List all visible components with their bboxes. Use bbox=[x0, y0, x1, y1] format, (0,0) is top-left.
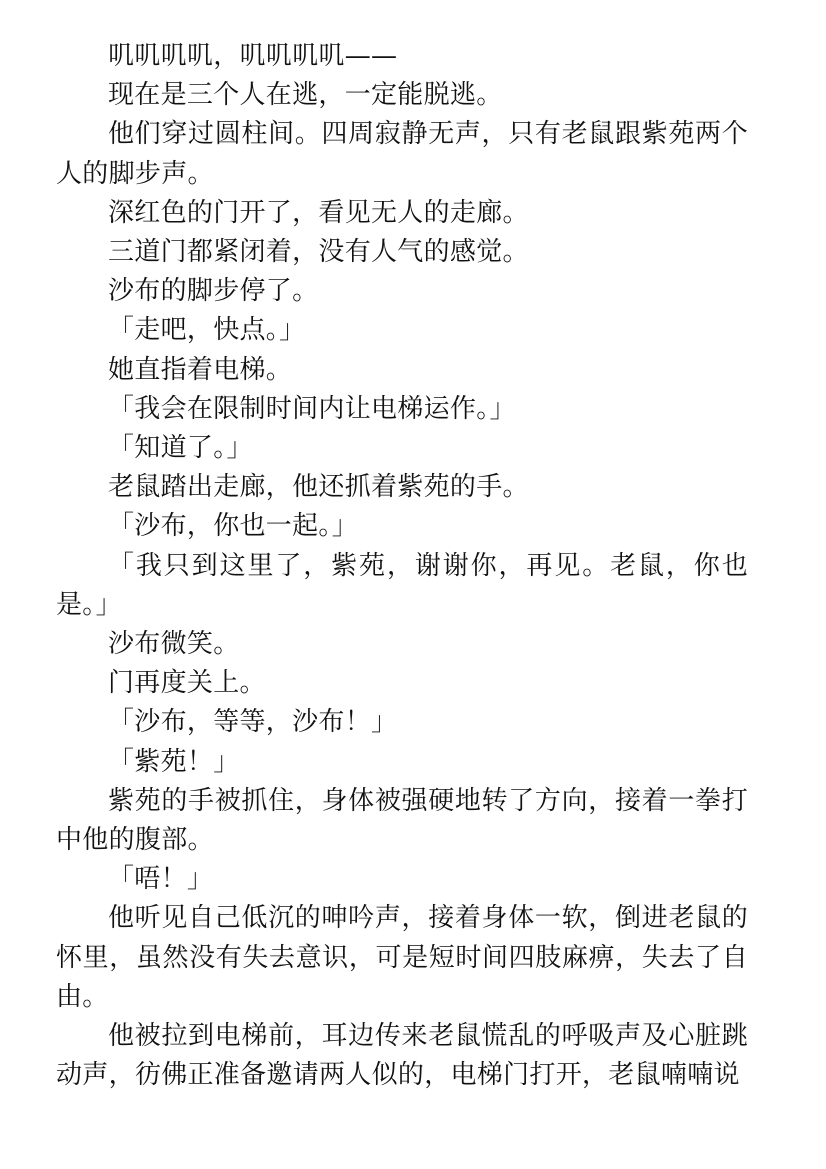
paragraph-21: 他被拉到电梯前，耳边传来老鼠慌乱的呼吸声及心脏跳动声，彷佛正准备邀请两人似的，电梯门打开，老鼠喃喃说 bbox=[56, 1021, 748, 1091]
paragraph-9: 「我会在限制时间内让电梯运作。」 bbox=[108, 393, 516, 424]
paragraph-17: 「紫苑！」 bbox=[108, 746, 240, 777]
paragraph-11: 老鼠踏出走廊，他还抓着紫苑的手。 bbox=[108, 472, 529, 503]
paragraph-3: 他们穿过圆柱间。四周寂静无声，只有老鼠跟紫苑两个人的脚步声。 bbox=[56, 119, 748, 189]
paragraph-14: 沙布微笑。 bbox=[108, 629, 240, 660]
paragraph-19: 「唔！」 bbox=[108, 864, 214, 895]
paragraph-5: 三道门都紧闭着，没有人气的感觉。 bbox=[108, 237, 529, 268]
paragraph-10: 「知道了。」 bbox=[108, 433, 253, 464]
paragraph-20: 他听见自己低沉的呻吟声，接着身体一软，倒进老鼠的怀里，虽然没有失去意识，可是短时间四肢麻痹，失去了自由。 bbox=[56, 903, 748, 1012]
paragraph-2: 现在是三个人在逃，一定能脱逃。 bbox=[108, 80, 503, 111]
paragraph-8: 她直指着电梯。 bbox=[108, 354, 293, 385]
paragraph-16: 「沙布，等等，沙布！」 bbox=[108, 707, 398, 738]
paragraph-6: 沙布的脚步停了。 bbox=[108, 276, 319, 307]
paragraph-4: 深红色的门开了，看见无人的走廊。 bbox=[108, 197, 529, 228]
page-text bbox=[56, 37, 748, 1095]
paragraph-18: 紫苑的手被抓住，身体被强硬地转了方向，接着一拳打中他的腹部。 bbox=[56, 785, 748, 856]
paragraph-1: 叽叽叽叽，叽叽叽叽—— bbox=[108, 41, 398, 71]
paragraph-15: 门再度关上。 bbox=[108, 668, 266, 699]
paragraph-13: 「我只到这里了，紫苑，谢谢你，再见。老鼠，你也是。」 bbox=[56, 550, 748, 620]
paragraph-12: 「沙布，你也一起。」 bbox=[108, 511, 359, 542]
paragraph-7: 「走吧，快点。」 bbox=[108, 315, 306, 346]
